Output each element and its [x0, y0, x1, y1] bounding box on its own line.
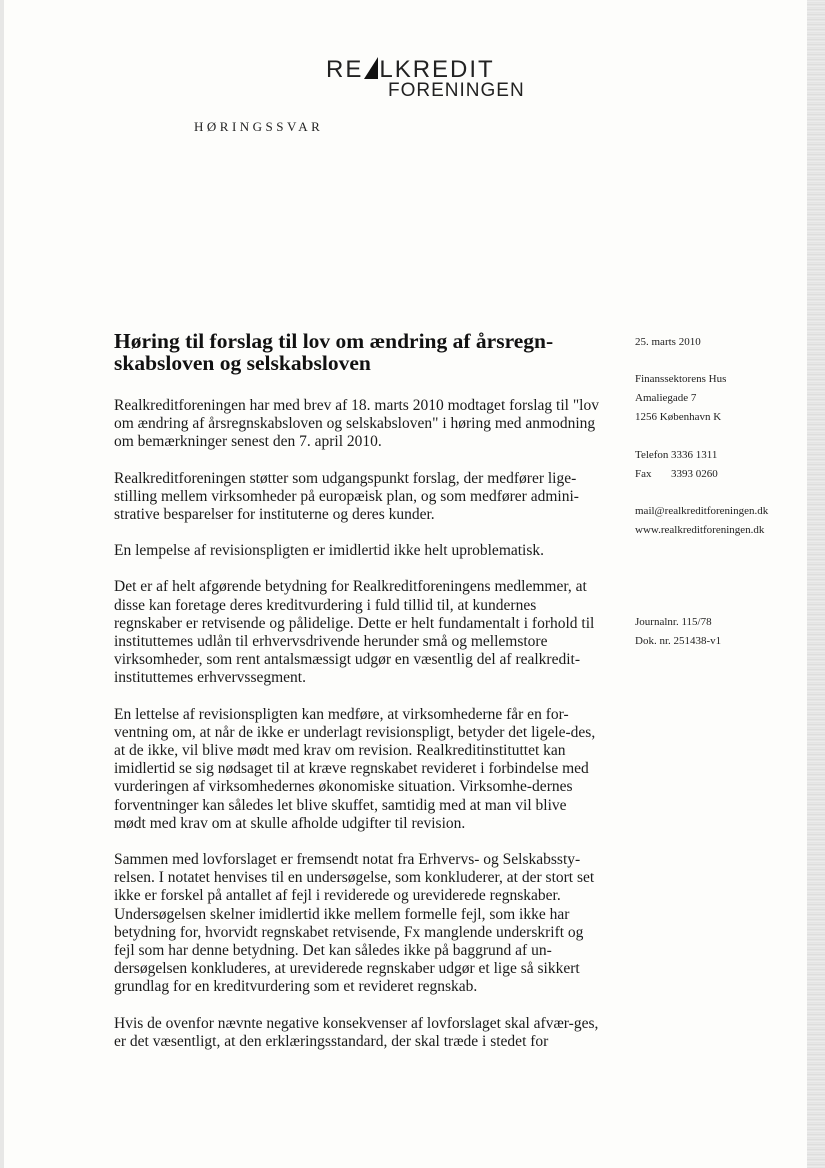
- paragraph-1: Realkreditforeningen har med brev af 18. marts 2010 modtaget forslag til "lov om ændring af årsregnskabsloven og selskabsloven" i høring med anmodning om bemærkninger senest den 7. april 2010.: [114, 397, 599, 451]
- fax-number: 3393 0260: [671, 468, 718, 480]
- letter-date: 25. marts 2010: [635, 336, 701, 348]
- phone-row: [635, 446, 805, 465]
- phone-label: Telefon: [635, 449, 669, 461]
- paragraph-7: Hvis de ovenfor nævnte negative konsekvenser af lovforslaget skal afvær-ges, er det væsentligt, at den erklæringsstandard, der skal træde i stedet for: [114, 1014, 599, 1050]
- realkredit-logo: [326, 56, 526, 104]
- paragraph-4: Det er af helt afgørende betydning for Realkreditforeningens medlemmer, at disse kan foretage deres kreditvurdering i fuld tillid til, at kundernes regnskaber er retvisende og pålidelige. Dette er helt fundamentalt i forhold til instituttemes udlån til erhvervsdrivende herunder små og mellemstore virksomheder, som rent antalsmæssigt udgør en væsentlig del af realkredit-instituttemes erhvervssegment.: [114, 578, 595, 687]
- fax-row: [635, 465, 805, 484]
- logo-text-post: LKREDIT: [379, 56, 495, 83]
- sidebar-online: [635, 502, 805, 540]
- logo-text-pre: RE: [326, 56, 364, 83]
- document-type: HØRINGSSVAR: [194, 119, 324, 134]
- document-title: Høring til forslag til lov om ændring af årsregn-skabsloven og selskabsloven: [114, 329, 554, 375]
- address-line-2: Amaliegade 7: [635, 392, 697, 404]
- paragraph-6: Sammen med lovforslaget er fremsendt notat fra Erhvervs- og Selskabssty-relsen. I notatet henvises til en undersøgelse, som konkluderer, at der stort set ikke er forskel på antallet af fejl i reviderede og ureviderede regnskaber. Undersøgelsen skelner imidlertid ikke mellem formelle fejl, som ikke har betydning for, hvorvidt regnskabet retvisende, Fx manglende underskrift og fejl som har denne betydning. Det kan således ikke på baggrund af un-dersøgelsen konkluderes, at ureviderede regnskaber udgør et lige så sikkert grundlag for en kreditvurdering som et revideret regnskab.: [114, 851, 595, 996]
- paragraph-5: En lettelse af revisionspligten kan medføre, at virksomhederne får en for-ventning om, at når de ikke er underlagt revisionspligt, betyder det ligele-des, at de ikke, vil blive mødt med krav om revision. Realkreditinstituttet kan imidlertid se sig nødsaget til at kræve regnskabet revideret i forbindelse med vurderingen af virksomhedernes økonomiske situation. Virksomhe-dernes forventninger kan således let blive skuffet, samtidig med at man vil blive mødt med krav om at skulle afholde udgifter til revision.: [114, 705, 596, 832]
- document-number: Dok. nr. 251438-v1: [635, 635, 722, 647]
- sidebar-references: [635, 613, 805, 651]
- website-link[interactable]: www.realkreditforeningen.dk: [635, 524, 765, 536]
- address-line-1: Finanssektorens Hus: [635, 373, 727, 385]
- logo-line2: FORENINGEN: [388, 80, 525, 101]
- journal-number: Journalnr. 115/78: [635, 616, 712, 628]
- logo-mark-icon: [364, 57, 378, 79]
- sidebar-address: [635, 370, 805, 427]
- main-content: [114, 330, 602, 1051]
- email-link[interactable]: mail@realkreditforeningen.dk: [635, 505, 769, 517]
- scan-edge-right: [807, 0, 825, 1168]
- address-line-3: 1256 København K: [635, 411, 722, 423]
- phone-number: 3336 1311: [671, 449, 718, 461]
- paragraph-3: En lempelse af revisionspligten er imidlertid ikke helt uproblematisk.: [114, 542, 545, 560]
- scan-edge-left: [0, 0, 4, 1168]
- paragraph-2: Realkreditforeningen støtter som udgangspunkt forslag, der medfører lige-stilling mellem virksomheder på europæisk plan, og som medfører admini-strative besparelser for instituterne og deres kunder.: [114, 469, 579, 524]
- fax-label: Fax: [635, 468, 652, 480]
- sidebar-date: [635, 333, 805, 352]
- sidebar-contact: [635, 446, 805, 484]
